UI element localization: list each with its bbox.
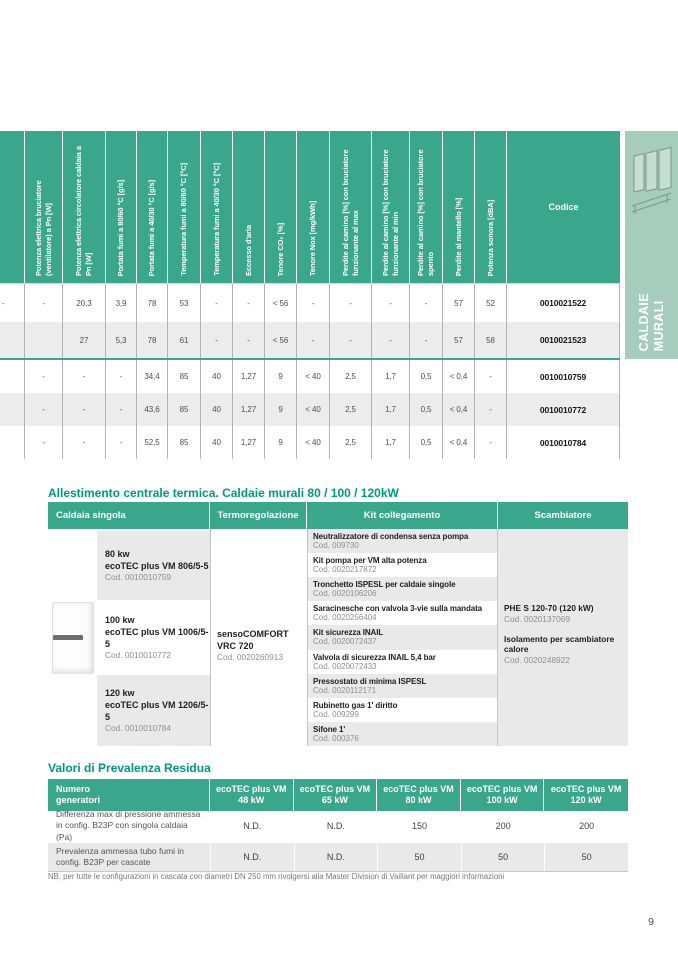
spec-cell: 1,27 (233, 393, 265, 426)
spec-col-label: Tenore Nox [mg/kWh] (308, 200, 318, 276)
product-code: Cod. 0010010784 (105, 723, 171, 734)
spec-cell (25, 322, 63, 358)
product-model: ecoTEC plus VM 1006/5-5 (105, 626, 209, 649)
kit-item-name: Kit sicurezza INAIL (313, 628, 384, 638)
spec-cell: - (410, 284, 443, 322)
kit-item-code: Cod. 0020112171 (313, 685, 377, 695)
prevalenza-row-label: Differenza max di pressione ammessa in config. B23P con singola caldaia (Pa) (56, 809, 201, 842)
spec-cell: - (63, 426, 106, 459)
spec-col-header (0, 131, 25, 283)
kit-item-code: Cod. 000376 (313, 733, 359, 743)
spec-col-label: Potenza elettrica circolatore caldaia a Pn [W] (74, 146, 93, 276)
prevalenza-col-header (377, 779, 461, 811)
product-power: 100 kw (105, 614, 135, 625)
prevalenza-value: 50 (461, 843, 545, 871)
spec-cell: - (63, 393, 106, 426)
kit-item-name: Tronchetto ISPESL per caldaie singole (313, 580, 456, 590)
spec-cell: 3,9 (106, 284, 137, 322)
spec-cell-codice: 0010010784 (507, 426, 620, 459)
product-block (97, 531, 210, 600)
spec-table-body (0, 283, 620, 459)
spec-col-header (201, 131, 233, 283)
spec-cell: 40 (201, 426, 233, 459)
spec-col-header (137, 131, 168, 283)
prevalenza-value: N.D. (294, 843, 378, 871)
spec-cell: - (330, 322, 372, 358)
spec-cell (0, 360, 25, 393)
scambiatore-item (504, 634, 622, 666)
spec-cell: - (475, 360, 507, 393)
prevalenza-col-label: ecoTEC plus VM 80 kW (383, 783, 454, 805)
spec-cell: 85 (168, 426, 201, 459)
spec-col-header (265, 131, 297, 283)
col-header-caldaia-singola: Caldaia singola (48, 502, 210, 529)
spec-col-label: Perdite al mantello [%] (453, 197, 463, 276)
product-block (97, 675, 210, 746)
prevalenza-value: 150 (377, 811, 461, 841)
prevalenza-value: 200 (461, 811, 545, 841)
product-power: 120 kw (105, 687, 135, 698)
kit-item-code: Cod. 0020106206 (313, 589, 377, 599)
spec-col-label: Potenza sonora [dBA] (485, 199, 495, 276)
spec-cell: - (201, 322, 233, 358)
spec-col-header (63, 131, 106, 283)
product-block (97, 600, 210, 675)
spec-row (0, 322, 620, 358)
spec-col-label: Perdite al camino [%] con bruciatore spento (416, 149, 435, 276)
prevalenza-row (48, 843, 628, 872)
col-header-kit-collegamento: Kit collegamento (307, 502, 498, 529)
allestimento-table (48, 502, 628, 746)
spec-col-header (297, 131, 330, 283)
spec-cell: 1,7 (372, 393, 410, 426)
prevalenza-col-header (294, 779, 378, 811)
spec-cell: 1,7 (372, 426, 410, 459)
kit-item-code: Cod. 009299 (313, 709, 359, 719)
spec-row (0, 360, 620, 393)
spec-cell: - (25, 393, 63, 426)
spec-cell: 78 (137, 284, 168, 322)
spec-row (0, 284, 620, 322)
category-tab-label (625, 293, 678, 351)
termo-code: Cod. 0020260913 (217, 652, 283, 663)
termoregolazione-column (210, 529, 307, 746)
spec-cell-codice: 0010010759 (507, 360, 620, 393)
prevalenza-value: N.D. (210, 811, 294, 841)
kit-item-name: Valvola di sicurezza INAIL 5,4 bar (313, 652, 436, 662)
spec-col-label: Temperatura fumi a 80/60 °C [°C] (179, 163, 189, 276)
spec-cell: 43,6 (137, 393, 168, 426)
spec-cell: - (63, 360, 106, 393)
spec-col-header (233, 131, 265, 283)
kit-item (308, 577, 497, 601)
spec-cell-codice: 0010021523 (507, 322, 620, 358)
spec-cell: - (106, 360, 137, 393)
spec-col-header (443, 131, 475, 283)
spec-cell: 2,5 (330, 360, 372, 393)
spec-col-header (475, 131, 507, 283)
boiler-product-image (52, 602, 94, 674)
col-header-numero-generatori: Numero generatori (48, 779, 210, 811)
product-model: ecoTEC plus VM 1206/5-5 (105, 699, 209, 722)
spec-col-label: Perdite al camino [%] con bruciatore funzionante al min (380, 149, 400, 276)
product-power: 80 kw (105, 548, 130, 559)
caldaia-singola-column (48, 529, 210, 746)
spec-cell: < 0,4 (443, 426, 475, 459)
spec-cell: 2,5 (330, 426, 372, 459)
spec-col-header (330, 131, 372, 283)
spec-cell: - (0, 284, 25, 322)
prevalenza-col-label: ecoTEC plus VM 120 kW (550, 783, 622, 805)
kit-item (308, 601, 497, 625)
spec-cell: 40 (201, 393, 233, 426)
prevalenza-col-label: ecoTEC plus VM 65 kW (299, 783, 371, 805)
product-code: Cod. 0010010759 (105, 572, 171, 583)
spec-cell: 34,4 (137, 360, 168, 393)
kit-item (308, 625, 497, 649)
prevalenza-value: N.D. (294, 811, 378, 841)
spec-cell (0, 322, 25, 358)
scambiatore-item-name: Isolamento per scambiatore calore (504, 633, 615, 655)
kit-collegamento-column (307, 529, 498, 746)
spec-col-header (410, 131, 443, 283)
termo-model: VRC 720 (217, 641, 254, 652)
col-header-termoregolazione: Termoregolazione (210, 502, 307, 529)
spec-cell: 85 (168, 360, 201, 393)
spec-col-header-codice: Codice (507, 131, 620, 283)
prevalenza-col-label: ecoTEC plus VM 48 kW (216, 783, 287, 805)
termoregolazione-item (217, 628, 289, 663)
spec-cell: 85 (168, 393, 201, 426)
termo-name: sensoCOMFORT (217, 629, 289, 639)
spec-col-header (168, 131, 201, 283)
spec-col-label: Portata fumi a 80/60 °C [g/s] (116, 179, 126, 276)
prevalenza-value: N.D. (210, 843, 294, 871)
spec-cell: 52,5 (137, 426, 168, 459)
spec-cell: - (233, 322, 265, 358)
spec-cell: - (106, 426, 137, 459)
spec-cell: - (330, 284, 372, 322)
spec-cell: 1,27 (233, 426, 265, 459)
prevalenza-header-row (48, 779, 628, 811)
kit-item (308, 698, 497, 722)
spec-cell: 78 (137, 322, 168, 358)
spec-cell: 9 (265, 393, 297, 426)
spec-cell: < 0,4 (443, 393, 475, 426)
prevalenza-value: 50 (377, 843, 461, 871)
scambiatore-item (504, 603, 622, 625)
spec-cell: - (25, 426, 63, 459)
spec-cell: 58 (475, 322, 507, 358)
spec-cell: - (297, 322, 330, 358)
spec-cell-codice: 0010021522 (507, 284, 620, 322)
kit-item-code: Cod. 0020256404 (313, 613, 377, 623)
spec-cell: - (25, 284, 63, 322)
spec-cell: < 56 (265, 284, 297, 322)
spec-cell: 53 (168, 284, 201, 322)
prevalenza-title: Valori di Prevalenza Residua (48, 761, 211, 775)
spec-cell: 9 (265, 426, 297, 459)
product-code: Cod. 0010010772 (105, 650, 171, 661)
spec-col-header (25, 131, 63, 283)
kit-item-name: Sifone 1' (313, 724, 346, 734)
spec-cell: 0,5 (410, 360, 443, 393)
scambiatore-item-name: PHE S 120-70 (120 kW) (504, 603, 594, 613)
spec-cell: 57 (443, 322, 475, 358)
kit-item (308, 529, 497, 553)
spec-col-header (372, 131, 410, 283)
kit-item-code: Cod. 0020217872 (313, 565, 377, 575)
kit-item-name: Saracinesche con valvola 3-vie sulla mandata (313, 604, 483, 614)
spec-cell-codice: 0010010772 (507, 393, 620, 426)
spec-cell: - (410, 322, 443, 358)
spec-cell: < 56 (265, 322, 297, 358)
kit-item-name: Pressostato di minima ISPESL (313, 676, 427, 686)
spec-col-label: Perdite al camino [%] con bruciatore funzionante al max (340, 149, 360, 276)
kit-item-name: Rubinetto gas 1' diritto (313, 700, 398, 710)
footnote: NB. per tutte le configurazioni in cascata con diametri DN 250 mm rivolgersi alla Master Division di Vaillant per maggiori informazioni (48, 872, 505, 881)
scambiatore-item-code: Cod. 0020137069 (504, 613, 570, 624)
spec-cell: 57 (443, 284, 475, 322)
spec-col-header (106, 131, 137, 283)
spec-col-label: Eccesso d'aria (243, 225, 253, 276)
kit-item-code: Cod. 0020072437 (313, 637, 377, 647)
spec-cell: - (372, 322, 410, 358)
product-model: ecoTEC plus VM 806/5-5 (105, 560, 209, 571)
spec-cell: - (25, 360, 63, 393)
prevalenza-col-header (210, 779, 294, 811)
spec-cell: 2,5 (330, 393, 372, 426)
spec-cell: 5,3 (106, 322, 137, 358)
kit-item-name: Neutralizzatore di condensa senza pompa (313, 532, 469, 542)
spec-cell: 1,27 (233, 360, 265, 393)
spec-cell: < 0,4 (443, 360, 475, 393)
spec-cell (0, 426, 25, 459)
spec-cell: 27 (63, 322, 106, 358)
spec-cell: 61 (168, 322, 201, 358)
spec-row (0, 426, 620, 459)
prevalenza-col-header (461, 779, 545, 811)
kit-item (308, 553, 497, 577)
spec-cell: - (475, 426, 507, 459)
prevalenza-col-label: ecoTEC plus VM 100 kW (466, 783, 538, 805)
spec-cell: < 40 (297, 360, 330, 393)
spec-cell: - (201, 284, 233, 322)
allestimento-title: Allestimento centrale termica. Caldaie murali 80 / 100 / 120kW (48, 486, 399, 500)
spec-cell: < 40 (297, 426, 330, 459)
spec-table-header (0, 131, 620, 283)
spec-cell (0, 393, 25, 426)
spec-col-label: Temperatura fumi a 40/30 °C [°C] (211, 163, 221, 276)
spec-cell: < 40 (297, 393, 330, 426)
allestimento-header-row (48, 502, 628, 529)
spec-col-label: Potenza elettrica bruciatore (ventilatore) a Pn [W] (33, 180, 53, 276)
spec-cell: - (106, 393, 137, 426)
spec-cell: 52 (475, 284, 507, 322)
spec-cell: 0,5 (410, 426, 443, 459)
prevalenza-value: 200 (544, 811, 628, 841)
spec-cell: - (475, 393, 507, 426)
page-number: 9 (648, 916, 654, 928)
spec-cell: - (372, 284, 410, 322)
spec-cell: - (233, 284, 265, 322)
tab-text-line2: MURALI (652, 299, 666, 351)
prevalenza-row (48, 811, 628, 843)
prevalenza-value: 50 (544, 843, 628, 871)
spec-row (0, 393, 620, 426)
spec-col-label: Portata fumi a 40/30 °C [g/s] (147, 179, 157, 276)
kit-item-code: Cod. 009730 (313, 541, 359, 551)
tab-text-line1: CALDAIE (637, 292, 651, 351)
prevalenza-row-label: Prevalenza ammessa tubo fumi in config. B23P per cascate (56, 845, 185, 867)
kit-item-code: Cod. 0020072433 (313, 661, 377, 671)
prevalenza-table (48, 779, 628, 872)
category-tab (625, 131, 678, 359)
scambiatore-column (498, 529, 628, 746)
col-header-scambiatore: Scambiatore (498, 502, 628, 529)
spec-cell: - (297, 284, 330, 322)
spec-cell: 40 (201, 360, 233, 393)
kit-item-name: Kit pompa per VM alta potenza (313, 556, 427, 566)
spec-cell: 20,3 (63, 284, 106, 322)
kit-item (308, 674, 497, 698)
spec-cell: 0,5 (410, 393, 443, 426)
kit-item (308, 650, 497, 674)
scambiatore-item-code: Cod. 0020248922 (504, 655, 570, 666)
wall-boilers-icon (629, 140, 675, 226)
kit-item (308, 722, 497, 746)
spec-col-label: Tenore CO₂ [%] (275, 222, 285, 276)
spec-cell: 9 (265, 360, 297, 393)
spec-cell: 1,7 (372, 360, 410, 393)
prevalenza-col-header (544, 779, 628, 811)
